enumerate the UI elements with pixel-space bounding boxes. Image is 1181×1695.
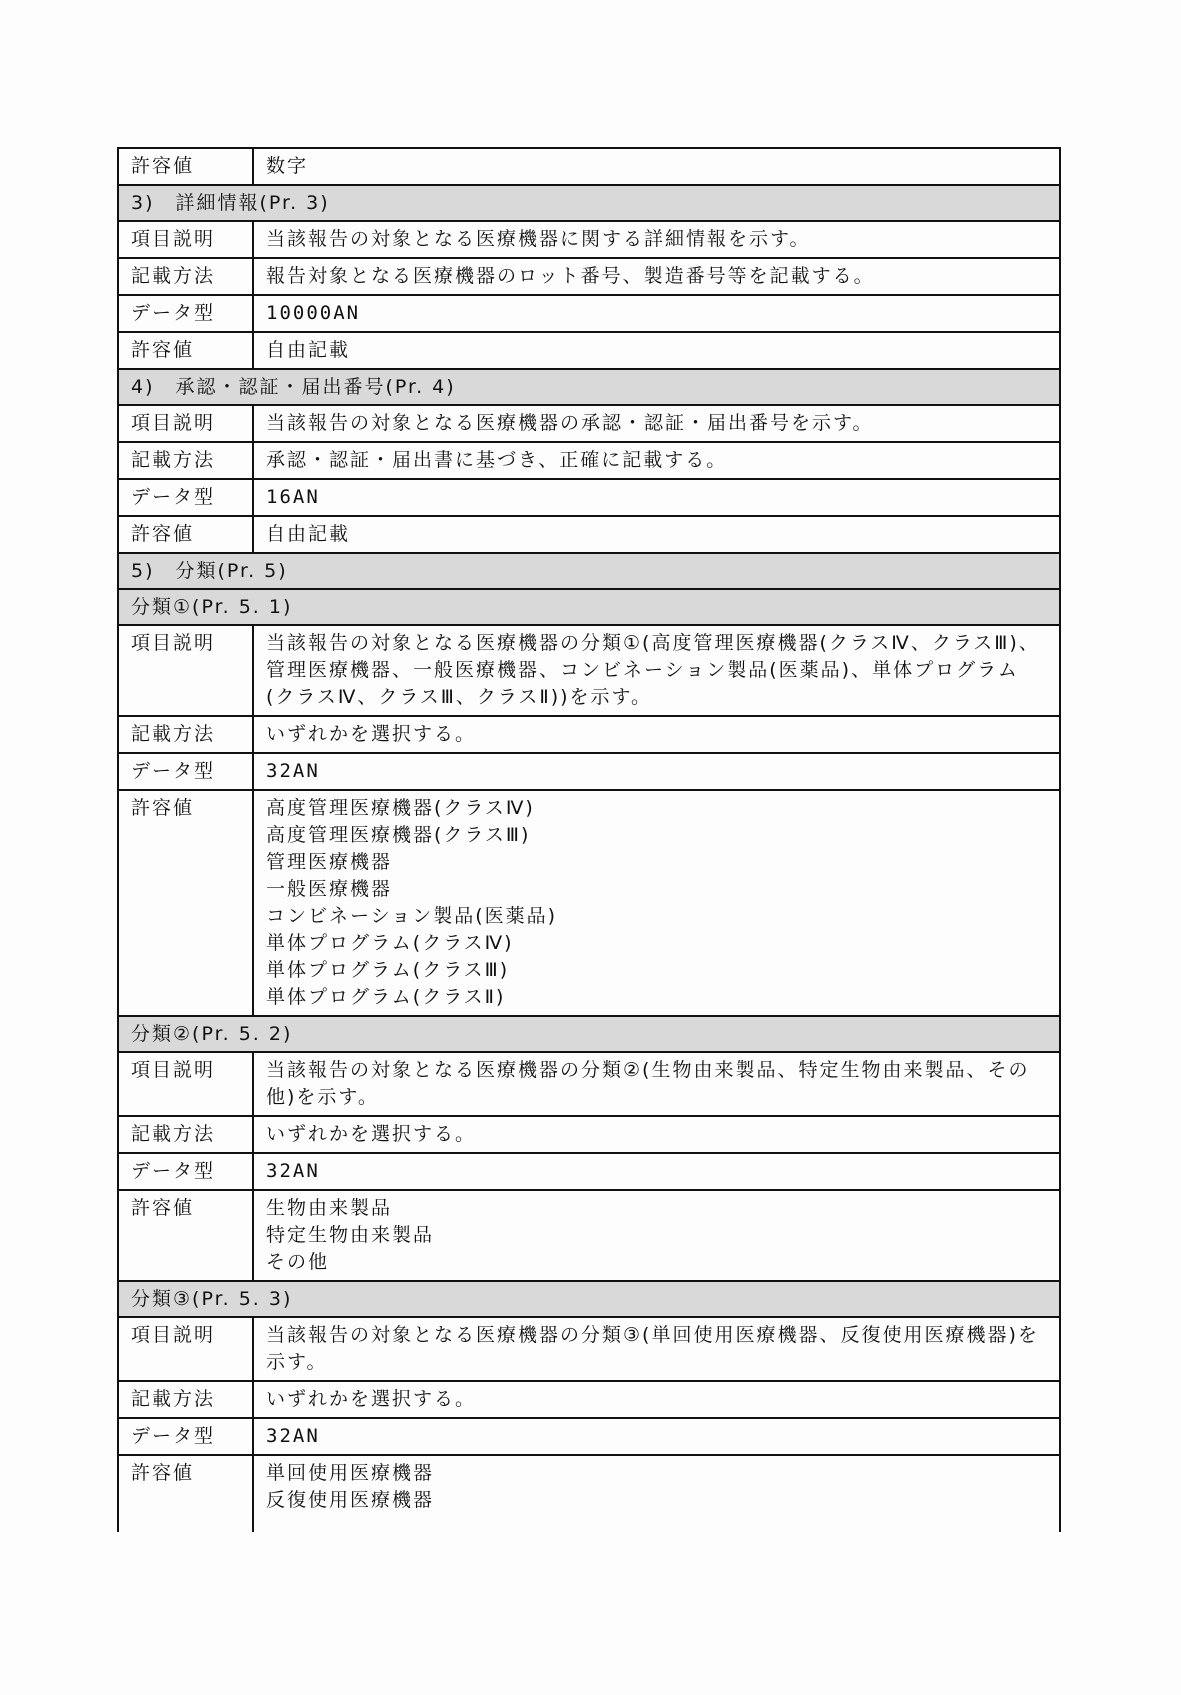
allowed-values-list [253, 790, 1060, 1016]
allowed-value: 単体プログラム(クラスⅢ) [266, 959, 510, 981]
subsection-title: 分類②(Pr. 5. 2) [118, 1016, 1060, 1052]
table-row [118, 148, 1060, 185]
row-value: 32AN [253, 1418, 1060, 1455]
table-row [118, 1418, 1060, 1455]
allowed-value: 特定生物由来製品 [266, 1224, 435, 1246]
spec-table [117, 147, 1061, 1532]
row-label: 記載方法 [118, 1116, 253, 1153]
table-row [118, 479, 1060, 516]
row-label: データ型 [118, 1153, 253, 1190]
row-value: いずれかを選択する。 [253, 716, 1060, 753]
allowed-value: 単体プログラム(クラスⅡ) [266, 986, 506, 1008]
row-label: データ型 [118, 753, 253, 790]
allowed-value: 単回使用医療機器 [266, 1462, 435, 1484]
allowed-value: 生物由来製品 [266, 1197, 393, 1219]
row-label: 記載方法 [118, 258, 253, 295]
table-row [118, 516, 1060, 553]
allowed-value: 単体プログラム(クラスⅣ) [266, 932, 514, 954]
subsection-title: 分類③(Pr. 5. 3) [118, 1281, 1060, 1317]
document-page [117, 147, 1061, 1532]
allowed-value: 一般医療機器 [266, 878, 393, 900]
row-label: 項目説明 [118, 625, 253, 716]
row-label: 記載方法 [118, 1381, 253, 1418]
row-label: 項目説明 [118, 405, 253, 442]
row-value: 当該報告の対象となる医療機器の分類①(高度管理医療機器(クラスⅣ、クラスⅢ)、管理医療機器、一般医療機器、コンビネーション製品(医薬品)、単体プログラム(クラスⅣ、クラスⅢ、クラスⅡ))を示す。 [253, 625, 1060, 716]
table-row [118, 790, 1060, 1016]
row-label: 許容値 [118, 1455, 253, 1532]
allowed-values-list [253, 1190, 1060, 1281]
allowed-value: 反復使用医療機器 [266, 1489, 435, 1511]
allowed-value: 高度管理医療機器(クラスⅢ) [266, 824, 531, 846]
row-value: 32AN [253, 753, 1060, 790]
row-label: 項目説明 [118, 1052, 253, 1116]
table-row [118, 442, 1060, 479]
table-row [118, 1153, 1060, 1190]
row-value: 当該報告の対象となる医療機器の分類②(生物由来製品、特定生物由来製品、その他)を示す。 [253, 1052, 1060, 1116]
table-row [118, 332, 1060, 369]
row-value: 16AN [253, 479, 1060, 516]
row-value: 当該報告の対象となる医療機器に関する詳細情報を示す。 [253, 221, 1060, 258]
allowed-value: 管理医療機器 [266, 851, 393, 873]
subsection-title: 分類①(Pr. 5. 1) [118, 589, 1060, 625]
table-row [118, 716, 1060, 753]
row-label: データ型 [118, 1418, 253, 1455]
table-row [118, 295, 1060, 332]
row-label: 許容値 [118, 148, 253, 185]
row-label: 項目説明 [118, 1317, 253, 1381]
section-header [118, 185, 1060, 221]
row-value: 当該報告の対象となる医療機器の分類③(単回使用医療機器、反復使用医療機器)を示す。 [253, 1317, 1060, 1381]
table-row [118, 1455, 1060, 1532]
row-label: データ型 [118, 295, 253, 332]
table-row [118, 1190, 1060, 1281]
allowed-value: 高度管理医療機器(クラスⅣ) [266, 797, 535, 819]
allowed-value: その他 [266, 1251, 330, 1273]
allowed-values-list [253, 1455, 1060, 1532]
row-value: 報告対象となる医療機器のロット番号、製造番号等を記載する。 [253, 258, 1060, 295]
section-title: 4) 承認・認証・届出番号(Pr. 4) [118, 369, 1060, 405]
subsection-header [118, 1281, 1060, 1317]
row-label: 項目説明 [118, 221, 253, 258]
table-row [118, 1381, 1060, 1418]
table-row [118, 753, 1060, 790]
row-label: データ型 [118, 479, 253, 516]
table-row [118, 625, 1060, 716]
table-row [118, 1317, 1060, 1381]
section-header [118, 369, 1060, 405]
row-label: 許容値 [118, 516, 253, 553]
row-value: 32AN [253, 1153, 1060, 1190]
table-row [118, 1116, 1060, 1153]
row-label: 許容値 [118, 1190, 253, 1281]
section-title: 3) 詳細情報(Pr. 3) [118, 185, 1060, 221]
table-row [118, 221, 1060, 258]
table-row [118, 405, 1060, 442]
subsection-header [118, 1016, 1060, 1052]
table-row [118, 1052, 1060, 1116]
row-value: 10000AN [253, 295, 1060, 332]
row-label: 記載方法 [118, 716, 253, 753]
row-label: 記載方法 [118, 442, 253, 479]
row-value: いずれかを選択する。 [253, 1381, 1060, 1418]
allowed-value: コンビネーション製品(医薬品) [266, 905, 558, 927]
subsection-header [118, 589, 1060, 625]
section-header [118, 553, 1060, 589]
row-value: 自由記載 [253, 332, 1060, 369]
row-label: 許容値 [118, 790, 253, 1016]
row-value: いずれかを選択する。 [253, 1116, 1060, 1153]
row-label: 許容値 [118, 332, 253, 369]
row-value: 承認・認証・届出書に基づき、正確に記載する。 [253, 442, 1060, 479]
row-value: 当該報告の対象となる医療機器の承認・認証・届出番号を示す。 [253, 405, 1060, 442]
section-title: 5) 分類(Pr. 5) [118, 553, 1060, 589]
row-value: 数字 [253, 148, 1060, 185]
row-value: 自由記載 [253, 516, 1060, 553]
table-row [118, 258, 1060, 295]
